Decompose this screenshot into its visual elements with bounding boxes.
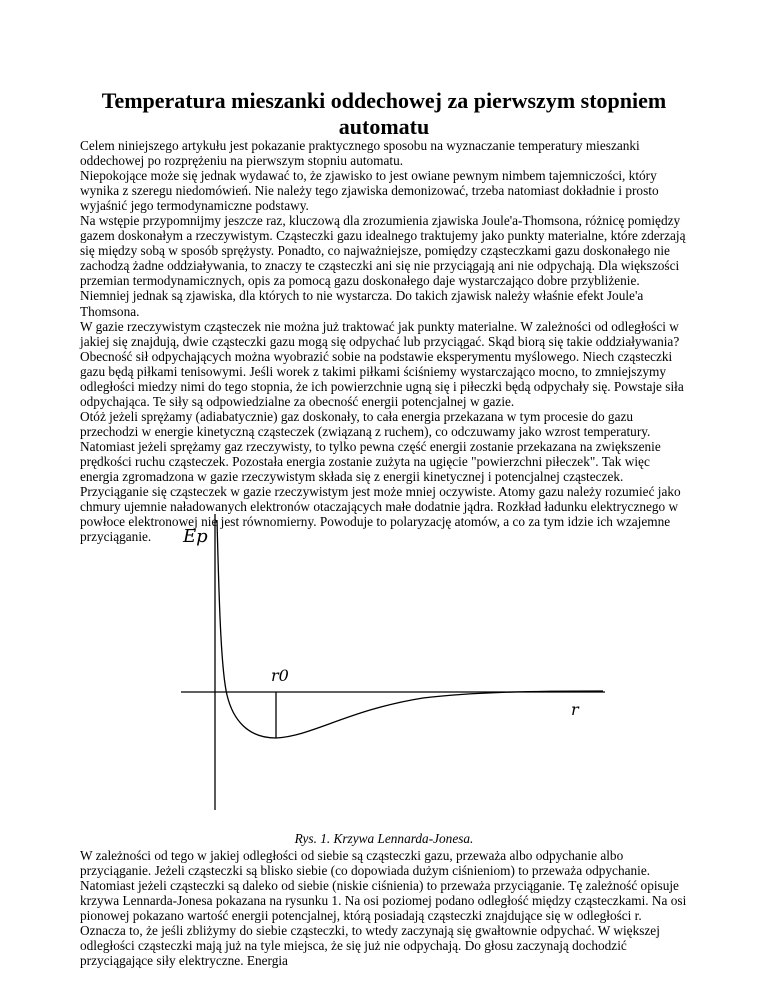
after-text (80, 848, 688, 968)
minimum-label: r0 (271, 666, 289, 685)
figure-caption: Rys. 1. Krzywa Lennarda-Jonesa. (294, 831, 474, 846)
intro-text (80, 138, 688, 544)
document-title: Temperatura mieszanki oddechowej za pierwszym stopniem automatu (101, 88, 667, 139)
paragraph: Przyciąganie się cząsteczek w gazie rzeczywistym jest może mniej oczywiste. Atomy gazu należy rozumieć jako chmury ujemnie naładowanych elektronów otaczających małe dodatnie jądra. Rozkład ładunku elektrycznego w powłoce elektronowej nie jest równomierny. Powoduje to polaryzację atomów, a co za tym idzie ich wzajemne przyciąganie. (80, 484, 681, 545)
y-axis-label (182, 526, 208, 547)
paragraph: Otóż jeżeli sprężamy (adiabatycznie) gaz doskonały, to cała energia przekazana w tym procesie do gazu przechodzi w energie kinetyczną cząsteczek (związaną z ruchem), co odczuwamy jako wzrost temperatury. Natomiast jeżeli sprężamy gaz rzeczywisty, to tylko pewna część energii zostanie przekazana na zwiększenie prędkości ruchu cząsteczek. Pozostała energia zostanie zużyta na ugięcie "powierzchni piłeczek". Tak więc energia zgromadzona w gazie rzeczywistym składa się z energii kinetycznej i potencjalnej cząsteczek. (80, 408, 661, 485)
paragraph: W gazie rzeczywistym cząsteczek nie można już traktować jak punkty materialne. W zależności od odległości w jakiej się znajdują, dwie cząsteczki gazu mogą się odpychać lub przyciągać. Skąd biorą się takie oddziaływania? Obecność sił odpychających można wyobrazić sobie na podstawie eksperymentu myślowego. Niech cząsteczki gazu będą piłkami tenisowymi. Jeśli worek z takimi piłkami ściśniemy wystarczająco mocno, to zmniejszymy odległości miedzy nimi do tego stopnia, że ich powierzchnie ugną się i piłeczki będą odpychały się. Powstaje siła odpychająca. Te siły są odpowiedzialne za obecność energii potencjalnej w gazie. (80, 318, 684, 409)
paragraph: Celem niniejszego artykułu jest pokazanie praktycznego sposobu na wyznaczanie temperatury mieszanki oddechowej po rozprężeniu na pierwszym stopniu automatu. (80, 138, 640, 169)
paragraph: Niepokojące może się jednak wydawać to, że zjawisko to jest owiane pewnym nimbem tajemniczości, który wynika z szeregu niedomówień. Nie należy tego zjawiska demonizować, trzeba natomiast dokładnie i prosto wyjaśnić jego termodynamiczne podstawy. (80, 168, 659, 214)
ep-label-text: Ep (183, 526, 208, 547)
x-axis-label: r (571, 700, 579, 719)
paragraph: Na wstępie przypomnijmy jeszcze raz, kluczową dla zrozumienia zjawiska Joule'a-Thomsona, różnicę pomiędzy gazem doskonałym a rzeczywistym. Cząsteczki gazu idealnego traktujemy jako punkty materialne, które zderzają się między sobą w sposób sprężysty. Ponadto, co najważniejsze, pomiędzy cząsteczkami gazu doskonałego nie zachodzą żadne oddziaływania, to znaczy te cząsteczki ani się nie przyciągają ani nie odpychają. Dla większości przemian termodynamicznych, opis za pomocą gazu doskonałego daje wystarczająco dobre przybliżenie. Niemniej jednak są zjawiska, dla których to nie wystarcza. Do takich zjawisk należy właśnie efekt Joule'a Thomsona. (80, 213, 686, 319)
paragraph: W zależności od tego w jakiej odległości od siebie są cząsteczki gazu, przeważa albo odpychanie albo przyciąganie. Jeżeli cząsteczki są blisko siebie (co dopowiada dużym ciśnieniom) to przeważa odpychanie. Natomiast jeżeli cząsteczki są daleko od siebie (niskie ciśnienia) to przeważa przyciąganie. Tę zależność opisuje krzywa Lennarda-Jonesa pokazana na rysunku 1. Na osi poziomej podano odległość między cząsteczkami. Na osi pionowej pokazano wartość energii potencjalnej, którą posiadają cząsteczki znajdujące się w odległości r. Oznacza to, że jeśli zbliżymy do siebie cząsteczki, to wtedy zaczynają się gwałtownie odpychać. W większej odległości cząsteczki mają już na tyle miejsca, że się już nie odpychają. Do głosu zaczynają dochodzić przyciągające siły elektryczne. Energia (80, 848, 687, 969)
lennard-jones-figure (173, 510, 613, 810)
lennard-jones-curve (217, 520, 603, 738)
